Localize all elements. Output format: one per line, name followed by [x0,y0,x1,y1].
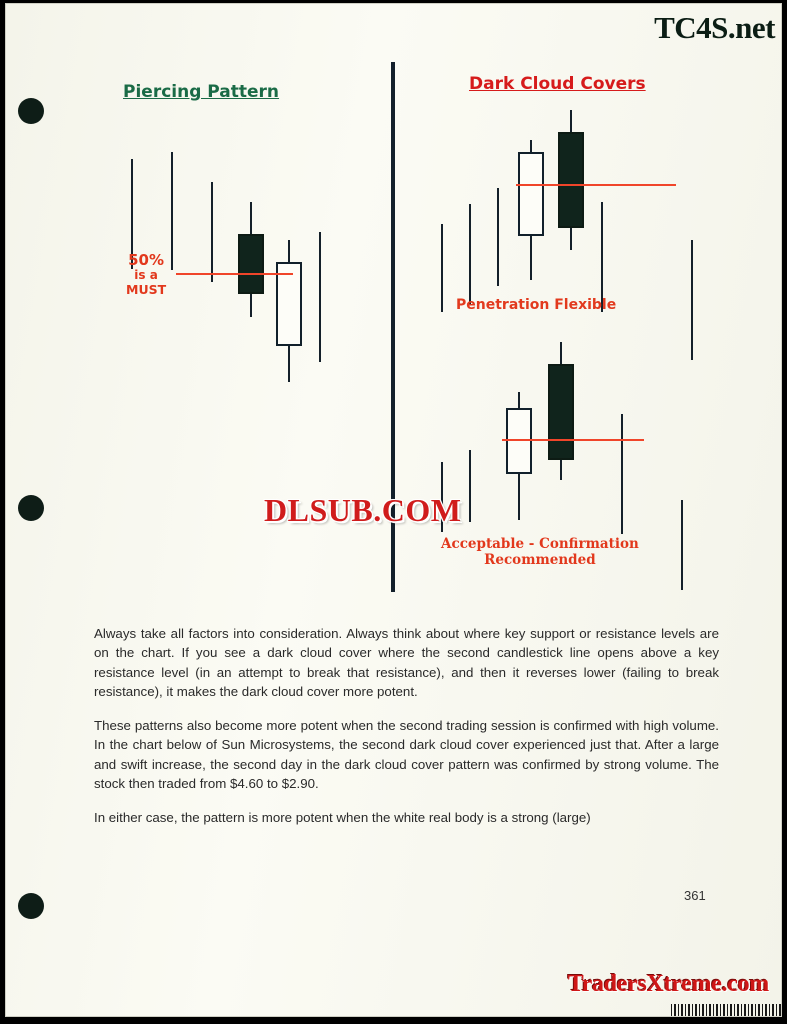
candle-wick [171,152,173,270]
candle-wick [691,240,693,360]
candle-wick [469,450,471,522]
candle-wick-only [166,152,178,270]
label-penetration-flexible: Penetration Flexible [456,297,617,313]
candle-white-body [518,140,544,280]
label-is-a: is a [134,268,158,283]
candle-wick-only [596,202,608,312]
candle-wick [601,202,603,312]
candle-wick-only [314,232,326,362]
candle-wick [441,224,443,312]
candle-real-body [548,364,574,460]
candle-real-body [506,408,532,474]
body-text [94,624,719,842]
candle-wick-only [676,500,688,590]
document-page [6,4,781,1016]
candle-wick-only [436,224,448,312]
candle-wick [497,188,499,286]
candle-wick-only [686,240,698,360]
label-acceptable-line2: Recommended [484,551,596,568]
candle-wick-only [464,450,476,522]
candle-wick [681,500,683,590]
binder-hole-icon [18,495,44,521]
dark-cloud-midline-acceptable [502,439,644,441]
candle-black-body [548,342,574,480]
candle-wick-only [616,414,628,534]
binder-holes [6,4,66,1016]
label-fifty-percent [126,252,166,297]
candle-wick [469,204,471,304]
label-acceptable-confirmation [441,537,639,568]
candle-real-body [518,152,544,236]
candle-white-body [506,392,532,520]
piercing-midline [176,273,293,275]
dark-cloud-midline-flexible [516,184,676,186]
label-acceptable-line1: Acceptable - Confirmation [441,536,639,552]
binder-hole-icon [18,98,44,124]
label-must: MUST [126,282,167,298]
page-number: 361 [684,888,706,903]
figure-title-piercing: Piercing Pattern [123,82,280,102]
candle-black-body [558,110,584,250]
watermark-center: DLSUB.COM [264,492,462,528]
candle-wick [621,414,623,534]
candle-wick-only [206,182,218,282]
paragraph-1: Always take all factors into consideration. Always think about where key support or resistance levels are on the chart. If you see a dark cloud cover where the second candlestick line opens above a key resistance level (in an attempt to break that resistance), and then it reverses lower (failing to break resistance), it makes the dark cloud cover more potent. [94,626,719,699]
candle-real-body [238,234,264,294]
candle-white-body [276,240,302,382]
watermark-bottom-right: TradersXtreme.com [567,971,769,997]
paragraph-3: In either case, the pattern is more potent when the white real body is a strong (large) [94,810,591,826]
watermark-top-right: TC4S.net [654,10,775,45]
candle-wick [211,182,213,282]
binder-hole-icon [18,893,44,919]
label-50-pct: 50% [128,251,165,269]
paragraph-2: These patterns also become more potent when the second trading session is confirmed with high volume. In the chart below of Sun Microsystems, the second dark cloud cover experienced just that. After a large and swift increase, the second day in the dark cloud cover pattern was confirmed by strong volume. The stock then traded from $4.60 to $2.90. [94,718,719,791]
figure-title-dark-cloud: Dark Cloud Covers [469,74,646,94]
scan-barcode-artifact [671,1004,781,1016]
candle-wick [319,232,321,362]
candle-wick-only [464,204,476,304]
candle-real-body [558,132,584,228]
candle-wick-only [492,188,504,286]
candle-black-body [238,202,264,317]
